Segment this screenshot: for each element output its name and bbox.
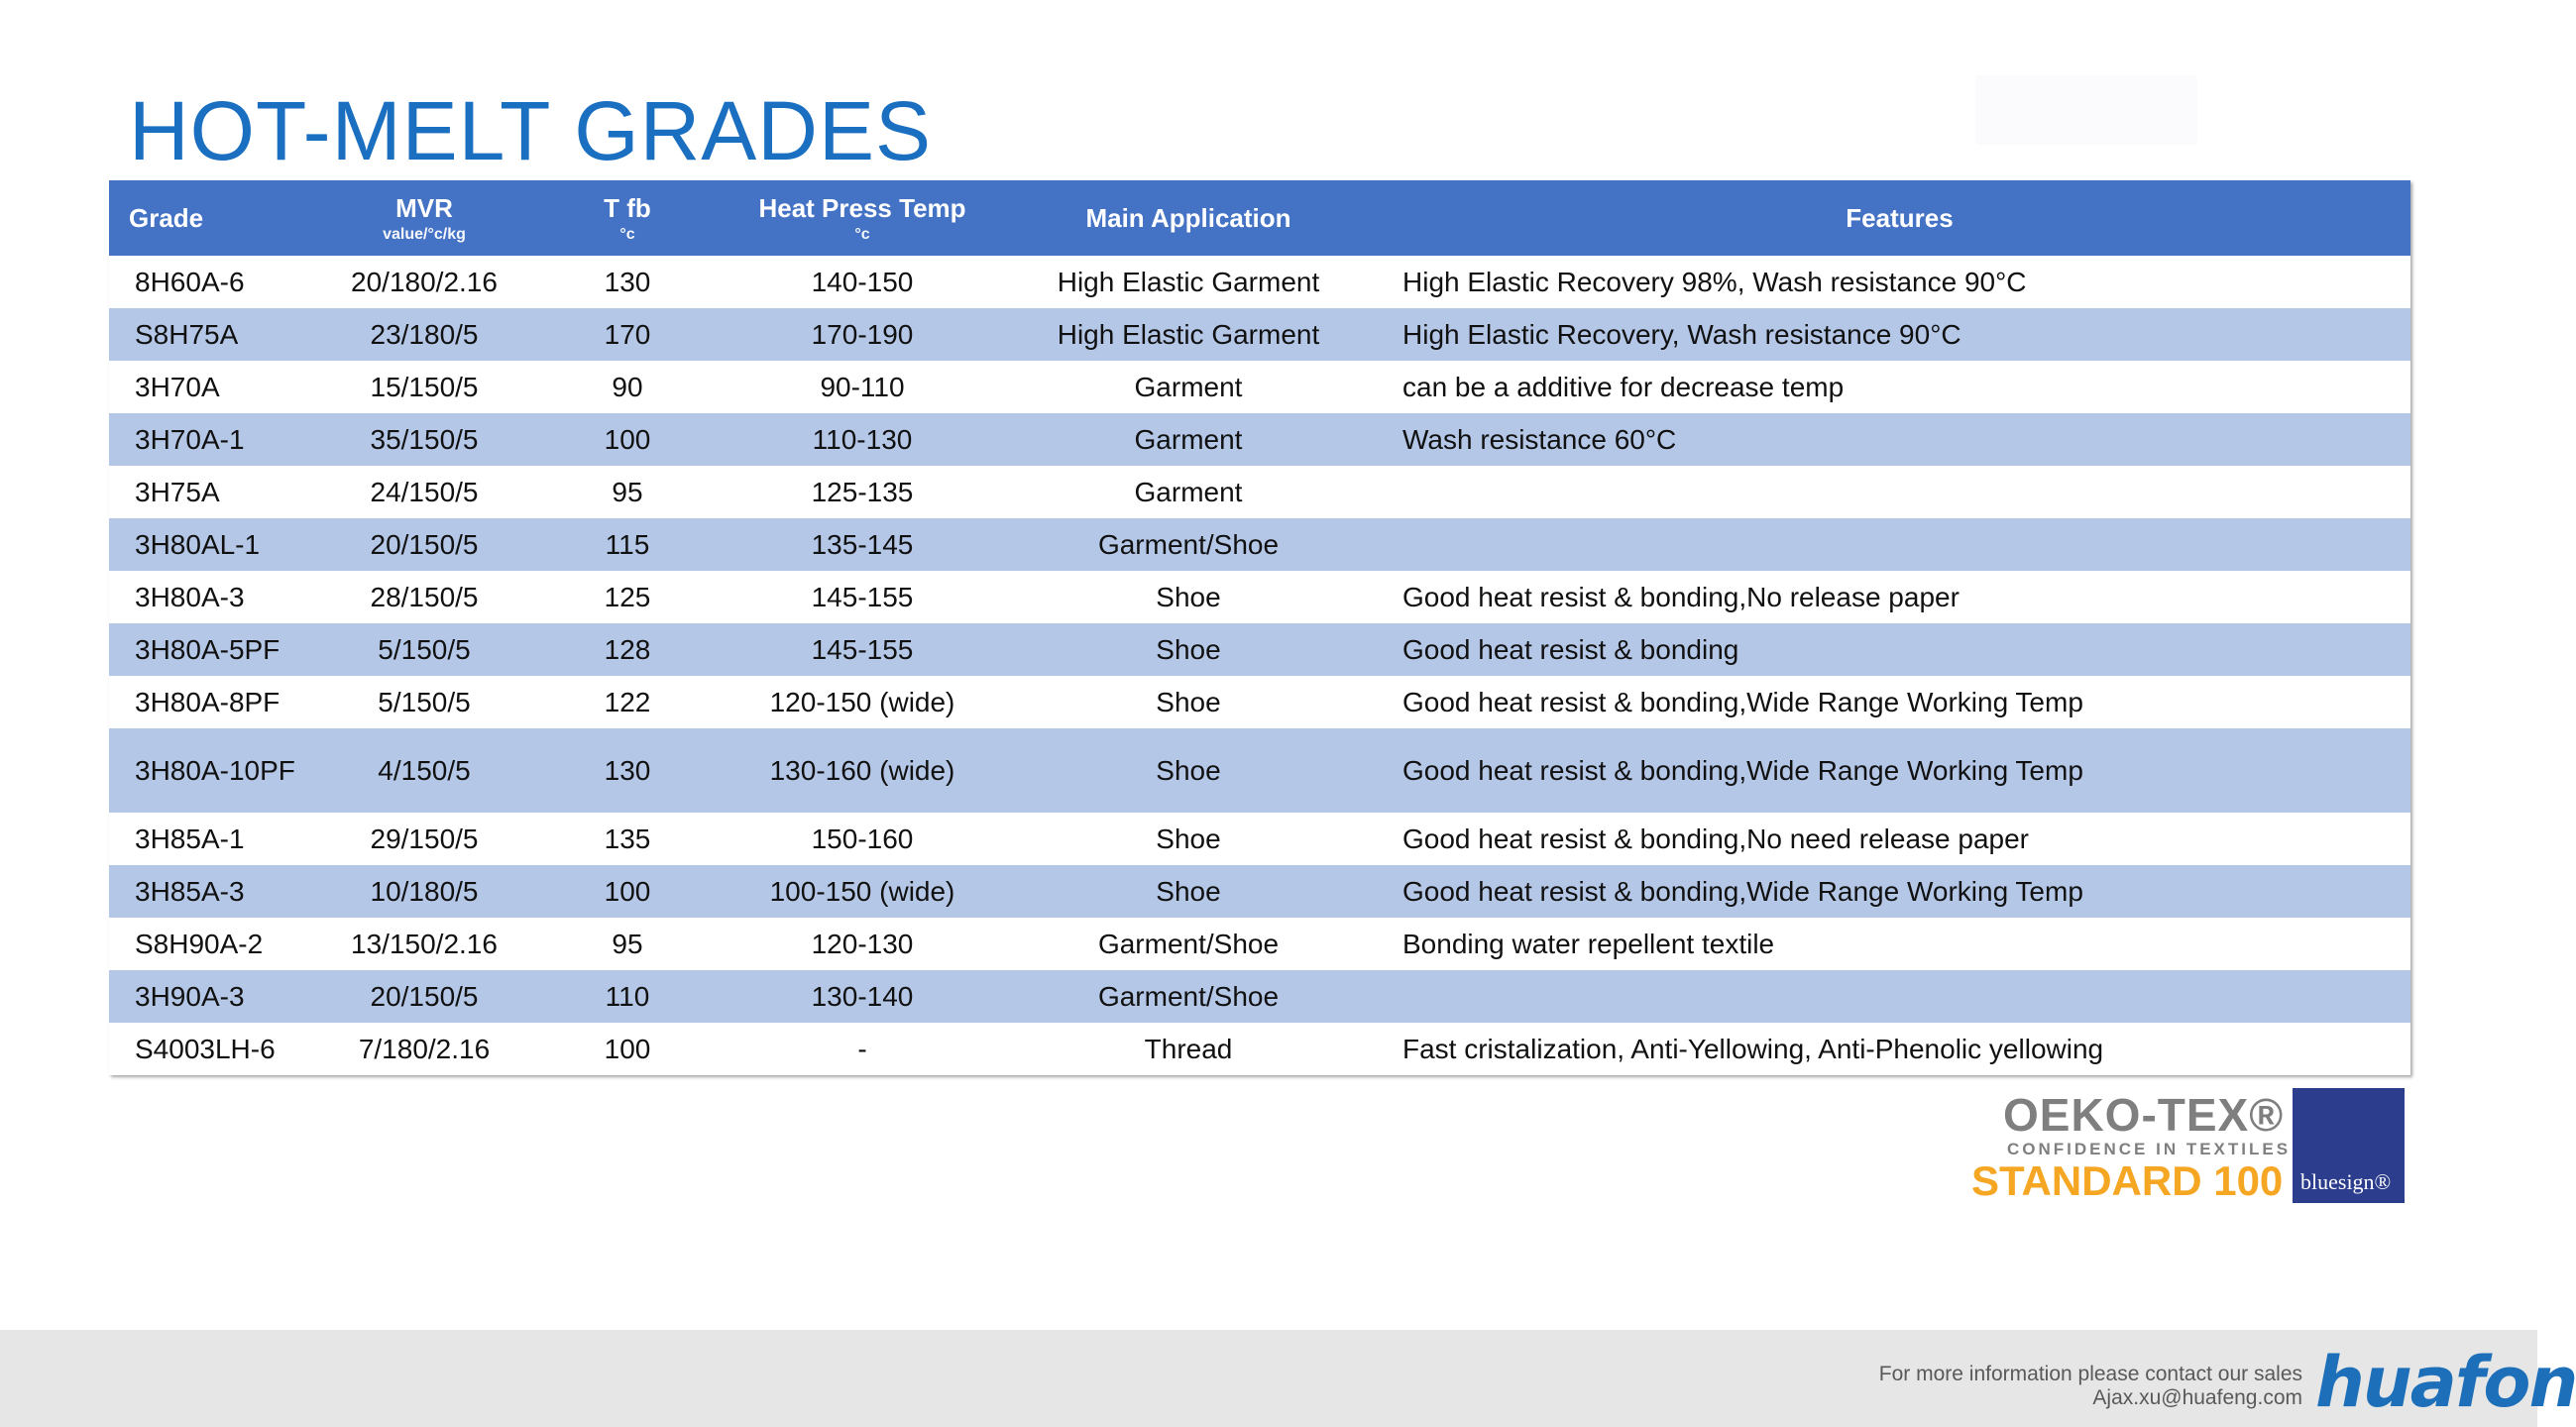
cell-features: High Elastic Recovery 98%, Wash resistance 90°C bbox=[1402, 266, 2027, 297]
contact-email: Ajax.xu@huafeng.com bbox=[2092, 1386, 2302, 1409]
cell-grade: 3H85A-1 bbox=[135, 823, 245, 854]
cell-tfb: 122 bbox=[604, 686, 651, 717]
cell-features: Good heat resist & bonding,Wide Range Working Temp bbox=[1402, 686, 2083, 717]
oeko-tex-tagline: CONFIDENCE IN TEXTILES bbox=[2007, 1140, 2292, 1158]
table-row bbox=[109, 728, 2410, 813]
cell-grade: 3H75A bbox=[135, 476, 220, 507]
header-tfb-unit: °c bbox=[619, 225, 635, 243]
cell-mvr: 5/150/5 bbox=[378, 686, 471, 717]
cell-grade: 8H60A-6 bbox=[135, 266, 245, 297]
cell-features bbox=[1389, 970, 2410, 1023]
table-row bbox=[109, 256, 2410, 308]
cell-features: High Elastic Recovery, Wash resistance 90°C bbox=[1402, 318, 1961, 350]
oeko-tex-standard: STANDARD 100 bbox=[1971, 1157, 2284, 1204]
cell-mvr: 28/150/5 bbox=[370, 581, 479, 612]
cell-main-application: Shoe bbox=[1156, 633, 1221, 665]
cell-grade: 3H80A-8PF bbox=[135, 686, 280, 717]
cell-tfb: 100 bbox=[604, 423, 651, 455]
cell-mvr: 20/150/5 bbox=[370, 528, 479, 560]
header-mvr-unit: value/°c/kg bbox=[383, 225, 466, 243]
cell-features bbox=[1389, 466, 2410, 518]
cell-mvr: 5/150/5 bbox=[378, 633, 471, 665]
cell-grade: S4003LH-6 bbox=[135, 1033, 276, 1064]
cell-features: Good heat resist & bonding,Wide Range Working Temp bbox=[1402, 875, 2083, 907]
cell-grade: 3H80A-5PF bbox=[135, 633, 280, 665]
table-row bbox=[109, 466, 2410, 518]
table-row bbox=[109, 970, 2410, 1023]
table-row bbox=[109, 518, 2410, 571]
table-row bbox=[109, 676, 2410, 728]
contact-info bbox=[1879, 1363, 2302, 1410]
cell-main-application: Thread bbox=[1144, 1033, 1233, 1064]
cell-grade: 3H70A bbox=[135, 371, 220, 402]
huafon-logo: huafon bbox=[2315, 1342, 2576, 1423]
cell-tfb: 95 bbox=[612, 928, 643, 959]
cell-features bbox=[1389, 518, 2410, 571]
header-mvr: MVR value/°c/kg bbox=[330, 180, 518, 256]
cell-tfb: 135 bbox=[604, 823, 651, 854]
cell-heat-press-temp: 125-135 bbox=[811, 476, 914, 507]
grades-table bbox=[109, 180, 2410, 1075]
cell-features: Good heat resist & bonding bbox=[1402, 633, 1739, 665]
cell-grade: 3H90A-3 bbox=[135, 980, 245, 1012]
cell-features: Good heat resist & bonding,Wide Range Working Temp bbox=[1402, 754, 2083, 786]
table-row bbox=[109, 813, 2410, 865]
cell-tfb: 128 bbox=[604, 633, 651, 665]
cell-main-application: Garment bbox=[1134, 371, 1243, 402]
header-heat-unit: °c bbox=[854, 225, 870, 243]
cell-grade: S8H75A bbox=[135, 318, 239, 350]
cell-tfb: 130 bbox=[604, 754, 651, 786]
table-row bbox=[109, 623, 2410, 676]
cell-tfb: 95 bbox=[612, 476, 643, 507]
cell-features: can be a additive for decrease temp bbox=[1402, 371, 1845, 402]
table-row bbox=[109, 571, 2410, 623]
grades-table-container bbox=[109, 180, 2410, 1075]
cell-heat-press-temp: 145-155 bbox=[811, 581, 914, 612]
table-header bbox=[109, 180, 2410, 256]
header-main-application: Main Application bbox=[1085, 202, 1291, 233]
cell-tfb: 100 bbox=[604, 875, 651, 907]
bluesign-logo bbox=[2293, 1088, 2405, 1203]
cell-mvr: 35/150/5 bbox=[370, 423, 479, 455]
table-row bbox=[109, 308, 2410, 361]
header-tfb: T fb °c bbox=[518, 180, 736, 256]
cell-main-application: Garment/Shoe bbox=[1097, 528, 1280, 560]
cell-grade: S8H90A-2 bbox=[135, 928, 264, 959]
cell-heat-press-temp: 130-140 bbox=[811, 980, 914, 1012]
cell-main-application: Garment/Shoe bbox=[1097, 980, 1280, 1012]
cell-heat-press-temp: 150-160 bbox=[811, 823, 914, 854]
header-row bbox=[109, 180, 2410, 256]
cell-grade: 3H80AL-1 bbox=[135, 528, 261, 560]
cell-mvr: 10/180/5 bbox=[370, 875, 479, 907]
cell-features: Fast cristalization, Anti-Yellowing, Anti-Phenolic yellowing bbox=[1402, 1033, 2104, 1064]
cell-features: Bonding water repellent textile bbox=[1402, 928, 1775, 959]
cell-tfb: 170 bbox=[604, 318, 651, 350]
cell-mvr: 20/180/2.16 bbox=[351, 266, 498, 297]
cell-features: Good heat resist & bonding,No release paper bbox=[1402, 581, 1960, 612]
oeko-tex-name: OEKO-TEX® bbox=[2003, 1089, 2285, 1141]
cell-grade: 3H85A-3 bbox=[135, 875, 245, 907]
cell-main-application: Shoe bbox=[1156, 581, 1221, 612]
table-row bbox=[109, 361, 2410, 413]
table-row bbox=[109, 918, 2410, 970]
cell-heat-press-temp: - bbox=[857, 1033, 867, 1064]
cell-mvr: 20/150/5 bbox=[370, 980, 479, 1012]
table-body bbox=[109, 256, 2410, 1075]
table-row bbox=[109, 1023, 2410, 1075]
bluesign-text: bluesign® bbox=[2300, 1169, 2392, 1194]
cell-main-application: High Elastic Garment bbox=[1057, 318, 1320, 350]
table-row bbox=[109, 865, 2410, 918]
cell-main-application: High Elastic Garment bbox=[1057, 266, 1320, 297]
footer-bar bbox=[0, 1330, 2576, 1427]
cell-tfb: 110 bbox=[605, 980, 650, 1012]
contact-line: For more information please contact our sales bbox=[1878, 1363, 2302, 1385]
cell-main-application: Shoe bbox=[1156, 686, 1221, 717]
cell-main-application: Shoe bbox=[1156, 823, 1221, 854]
cell-mvr: 15/150/5 bbox=[370, 371, 479, 402]
cell-tfb: 100 bbox=[604, 1033, 651, 1064]
header-features: Features bbox=[1846, 202, 1954, 233]
cell-heat-press-temp: 145-155 bbox=[811, 633, 914, 665]
cell-tfb: 130 bbox=[604, 266, 651, 297]
cell-grade: 3H80A-10PF bbox=[135, 754, 295, 786]
cell-mvr: 7/180/2.16 bbox=[358, 1033, 491, 1064]
cell-tfb: 125 bbox=[604, 581, 651, 612]
page-title: HOT-MELT GRADES bbox=[129, 84, 933, 177]
cell-tfb: 115 bbox=[605, 528, 650, 560]
cell-grade: 3H70A-1 bbox=[135, 423, 245, 455]
cell-main-application: Shoe bbox=[1156, 875, 1221, 907]
cell-heat-press-temp: 170-190 bbox=[811, 318, 914, 350]
cell-heat-press-temp: 100-150 (wide) bbox=[769, 875, 955, 907]
cell-mvr: 29/150/5 bbox=[370, 823, 479, 854]
cell-tfb: 90 bbox=[612, 371, 643, 402]
cell-main-application: Garment bbox=[1134, 476, 1243, 507]
cell-main-application: Garment bbox=[1134, 423, 1243, 455]
cell-heat-press-temp: 140-150 bbox=[811, 266, 914, 297]
cell-features: Good heat resist & bonding,No need release paper bbox=[1402, 823, 2029, 854]
cell-heat-press-temp: 120-130 bbox=[811, 928, 914, 959]
cell-main-application: Shoe bbox=[1156, 754, 1221, 786]
header-grade: Grade bbox=[129, 202, 204, 233]
placeholder-box bbox=[1975, 75, 2197, 145]
cell-features: Wash resistance 60°C bbox=[1402, 423, 1677, 455]
cell-grade: 3H80A-3 bbox=[135, 581, 245, 612]
cell-mvr: 4/150/5 bbox=[378, 754, 471, 786]
cell-heat-press-temp: 130-160 (wide) bbox=[769, 754, 955, 786]
cell-mvr: 24/150/5 bbox=[370, 476, 479, 507]
header-heat-press: Heat Press Temp °c bbox=[736, 180, 988, 256]
cell-main-application: Garment/Shoe bbox=[1097, 928, 1280, 959]
cell-mvr: 13/150/2.16 bbox=[351, 928, 498, 959]
cell-mvr: 23/180/5 bbox=[370, 318, 479, 350]
cell-heat-press-temp: 120-150 (wide) bbox=[769, 686, 955, 717]
cell-heat-press-temp: 90-110 bbox=[820, 371, 905, 402]
cell-heat-press-temp: 110-130 bbox=[812, 423, 913, 455]
table-row bbox=[109, 413, 2410, 466]
cell-heat-press-temp: 135-145 bbox=[811, 528, 914, 560]
